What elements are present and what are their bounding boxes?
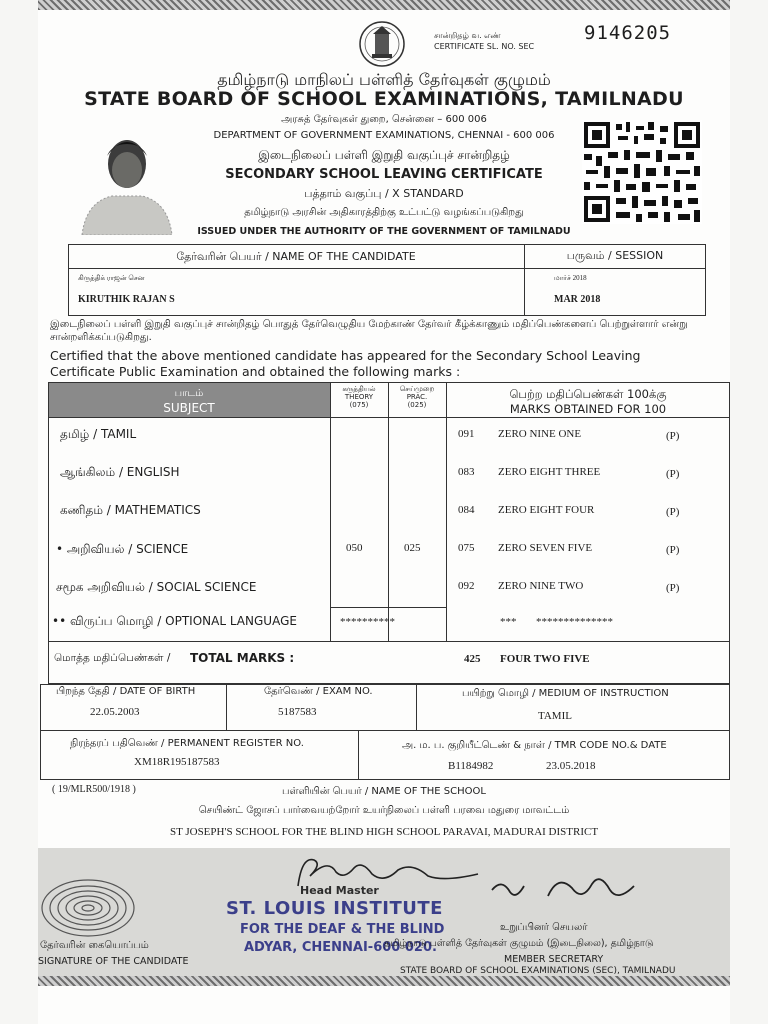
mark-words: **************: [536, 616, 613, 628]
theory-header: கருத்தியல் THEORY (075): [342, 385, 376, 409]
school-name: ST JOSEPH'S SCHOOL FOR THE BLIND HIGH SCHOOL PARAVAI, MADURAI DISTRICT: [169, 826, 599, 838]
subject-header: SUBJECT: [163, 401, 215, 415]
department: DEPARTMENT OF GOVERNMENT EXAMINATIONS, CHENNAI - 600 006: [213, 130, 555, 141]
headmaster-label: Head Master: [300, 884, 379, 897]
candidate-name-tamil: கிருத்திக் ராஜன் சென: [78, 274, 145, 282]
session-tamil: மார்ச் 2018: [554, 274, 587, 282]
dob-label: பிறந்த தேதி / DATE OF BIRTH: [56, 686, 196, 697]
medium-value: TAMIL: [538, 710, 572, 722]
school-label: பள்ளியின் பெயர் / NAME OF THE SCHOOL: [282, 786, 486, 797]
total-marks: 425: [464, 653, 481, 665]
exam-no-value: 5187583: [278, 706, 317, 718]
subject-name: சமூக அறிவியல் / SOCIAL SCIENCE: [56, 580, 257, 594]
subject-name: தமிழ் / TAMIL: [60, 427, 137, 441]
stamp-line-1: ST. LOUIS INSTITUTE: [226, 898, 443, 919]
tmr-code: B1184982: [448, 760, 494, 772]
register-no-label: நிரந்தரப் பதிவெண் / PERMANENT REGISTER NO.: [70, 738, 304, 749]
candidate-name-header: தேர்வரின் பெயர் / NAME OF THE CANDIDATE: [176, 250, 416, 263]
issued-tamil: தமிழ்நாடு அரசின் அதிகாரத்திற்கு உட்பட்டு வழங்கப்படுகிறது: [244, 207, 524, 218]
subject-name: ஆங்கிலம் / ENGLISH: [60, 465, 180, 479]
dob-value: 22.05.2003: [90, 706, 140, 718]
certified-text-line-1: Certified that the above mentioned candidate has appeared for the Secondary School Leaving: [50, 348, 641, 363]
result: (P): [666, 468, 680, 480]
candidate-photo: [72, 120, 182, 235]
mark-words: ZERO EIGHT FOUR: [498, 504, 595, 516]
total-label-tamil: மொத்த மதிப்பெண்கள் /: [54, 652, 171, 664]
member-secretary-label: MEMBER SECRETARY: [504, 954, 604, 965]
member-secretary-tamil: உறுப்பினர் செயலர்: [500, 922, 588, 933]
thumbprint-image: [38, 872, 158, 942]
member-secretary-signature: [488, 866, 638, 916]
department-tamil: அரசுத் தேர்வுகள் துறை, சென்னை – 600 006: [281, 114, 487, 125]
total-label: TOTAL MARKS :: [190, 651, 295, 665]
candidate-name: KIRUTHIK RAJAN S: [78, 294, 175, 305]
mark-value: ***: [500, 616, 517, 628]
candidate-signature-label-tamil: தேர்வரின் கையொப்பம்: [40, 940, 149, 951]
board-name: STATE BOARD OF SCHOOL EXAMINATIONS (SEC), TAMILNADU: [400, 966, 676, 976]
mark-value: 091: [458, 428, 475, 440]
mark-value: 075: [458, 542, 475, 554]
session-header: பருவம் / SESSION: [566, 249, 664, 262]
serial-number: 9146205: [584, 22, 672, 44]
certificate-title-tamil: இடைநிலைப் பள்ளி இறுதி வகுப்புச் சான்றிதழ்: [258, 148, 510, 162]
mark-words: ZERO NINE TWO: [498, 580, 584, 592]
result: (P): [666, 544, 680, 556]
session-value: MAR 2018: [554, 294, 601, 305]
register-no-value: XM18R195187583: [134, 756, 220, 768]
qr-code: [582, 120, 702, 224]
certificate-page: [38, 0, 730, 1024]
tmr-label: அ. ம. ப. குறியீட்டெண் & நாள் / TMR CODE NO.& DATE: [402, 740, 667, 751]
tamilnadu-emblem-icon: [358, 20, 406, 68]
subject-name: • அறிவியல் / SCIENCE: [56, 542, 189, 556]
mark-value: 083: [458, 466, 475, 478]
marks-table: [48, 382, 730, 684]
issued-authority: ISSUED UNDER THE AUTHORITY OF THE GOVERNMENT OF TAMILNADU: [197, 226, 571, 237]
decorative-border-top: [38, 0, 730, 10]
tmr-date: 23.05.2018: [546, 760, 596, 772]
certificate-title: SECONDARY SCHOOL LEAVING CERTIFICATE: [225, 167, 543, 182]
mark-value: 092: [458, 580, 475, 592]
marks-header-tamil: பெற்ற மதிப்பெண்கள் 100க்கு: [509, 387, 667, 401]
theory-value: 050: [346, 542, 363, 554]
result: (P): [666, 582, 680, 594]
subject-name: •• விருப்ப மொழி / OPTIONAL LANGUAGE: [52, 614, 297, 628]
school-code: ( 19/MLR500/1918 ): [52, 784, 136, 795]
decorative-border-bottom: [38, 976, 730, 986]
stamp-line-2: FOR THE DEAF & THE BLIND: [240, 922, 445, 937]
school-name-tamil: செயிண்ட் ஜோசப் பார்வையற்றோர் உயர்நிலைப் பள்ளி பரவை மதுரை மாவட்டம்: [198, 805, 570, 816]
mark-words: ZERO NINE ONE: [498, 428, 582, 440]
theory-value: **********: [340, 616, 395, 628]
result: (P): [666, 430, 680, 442]
total-marks-words: FOUR TWO FIVE: [500, 653, 590, 665]
board-name-tamil: தமிழ்நாடு பள்ளித் தேர்வுகள் குழுமம் (இடைநிலை), தமிழ்நாடு: [384, 938, 654, 949]
subject-header-tamil: பாடம்: [174, 388, 204, 399]
marks-header: MARKS OBTAINED FOR 100: [509, 402, 667, 416]
result: (P): [666, 506, 680, 518]
mark-words: ZERO SEVEN FIVE: [498, 542, 593, 554]
stamp-line-3: ADYAR, CHENNAI-600 020.: [244, 940, 437, 955]
mark-words: ZERO EIGHT THREE: [498, 466, 601, 478]
certified-text-tamil: இடைநிலைப் பள்ளி இறுதி வகுப்புச் சான்றிதழ் பொதுத் தேர்வெழுதிய மேற்காண் தேர்வர் கீழ்க்காணும் மதிப்பெண்களைப் பெற்றுள்ளார் என்று சான்றளிக்கப்படுகிறது.: [50, 319, 688, 343]
board-title-tamil: தமிழ்நாடு மாநிலப் பள்ளித் தேர்வுகள் குழுமம்: [217, 70, 551, 89]
certified-text-line-2: Certificate Public Examination and obtained the following marks :: [50, 364, 461, 379]
practical-value: 025: [404, 542, 421, 554]
board-title: STATE BOARD OF SCHOOL EXAMINATIONS, TAMILNADU: [84, 88, 684, 110]
candidate-signature-label: SIGNATURE OF THE CANDIDATE: [38, 956, 189, 967]
mark-value: 084: [458, 504, 475, 516]
practical-header: செய்முறை PRAC. (025): [399, 385, 435, 409]
medium-label: பயிற்று மொழி / MEDIUM OF INSTRUCTION: [462, 688, 669, 699]
serial-number-label: சான்றிதழ் வ. எண் CERTIFICATE SL. NO. SEC: [434, 31, 535, 51]
exam-no-label: தேர்வெண் / EXAM NO.: [264, 686, 373, 697]
subject-name: கணிதம் / MATHEMATICS: [60, 503, 201, 517]
standard-label: பத்தாம் வகுப்பு / X STANDARD: [304, 187, 464, 200]
